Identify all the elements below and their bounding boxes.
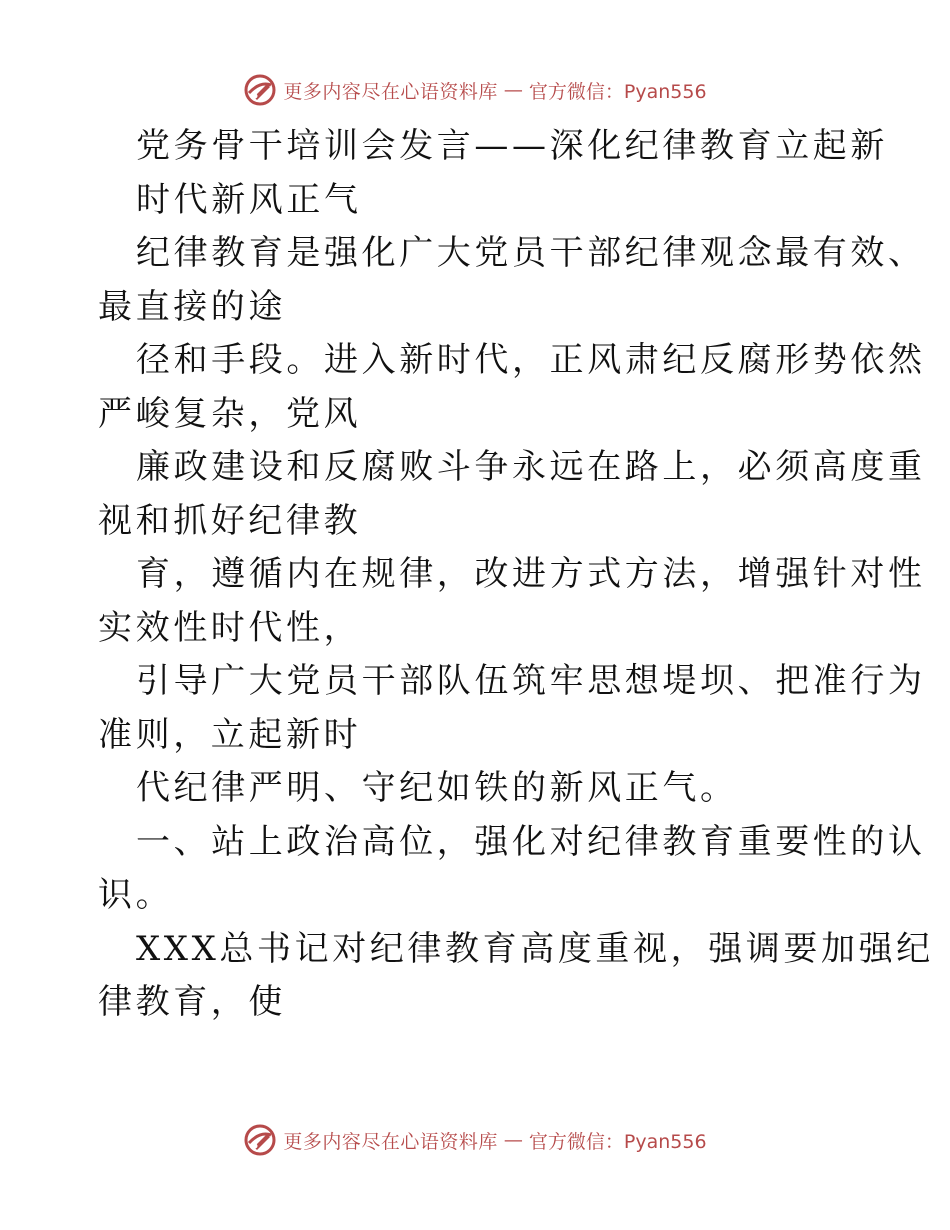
header-banner-contact: 官方微信：Pyan556	[528, 80, 707, 103]
paragraph-line: 严峻复杂，党风	[98, 393, 362, 434]
paragraph-line: XXX总书记对纪律教育高度重视，强调要加强纪	[136, 928, 934, 969]
paragraph-line: 最直接的途	[98, 286, 286, 327]
title-line-2: 时代新风正气	[136, 179, 362, 220]
document-body	[98, 120, 934, 1030]
paragraph-line: 代纪律严明、守纪如铁的新风正气。	[136, 768, 738, 808]
footer-banner	[0, 1120, 950, 1160]
footer-banner-contact: 官方微信：Pyan556	[528, 1130, 707, 1153]
paragraph-line: 律教育，使	[98, 982, 286, 1022]
section-heading-line: 一、站上政治高位，强化对纪律教育重要性的认	[136, 821, 926, 862]
paragraph-line: 廉政建设和反腐败斗争永远在路上，必须高度重	[136, 447, 926, 487]
paragraph-line: 纪律教育是强化广大党员干部纪律观念最有效、	[136, 233, 926, 273]
paragraph-line: 育，遵循内在规律，改进方式方法，增强针对性	[136, 554, 926, 594]
title-line-1: 党务骨干培训会发言——深化纪律教育立起新	[136, 126, 888, 166]
paragraph-line: 引导广大党员干部队伍筑牢思想堤坝、把准行为	[136, 661, 926, 701]
header-banner	[0, 70, 950, 110]
brand-logo-icon	[243, 1123, 277, 1157]
footer-banner-text: 更多内容尽在心语资料库	[283, 1130, 498, 1153]
header-banner-text: 更多内容尽在心语资料库	[283, 80, 498, 103]
footer-banner-separator: —	[503, 1129, 523, 1151]
paragraph-line: 实效性时代性，	[98, 607, 362, 648]
paragraph-line: 视和抓好纪律教	[98, 500, 362, 541]
paragraph-line: 径和手段。进入新时代，正风肃纪反腐形势依然	[136, 340, 926, 380]
section-heading-line: 识。	[98, 875, 174, 915]
brand-logo-icon	[243, 73, 277, 107]
paragraph-line: 准则，立起新时	[98, 714, 362, 755]
header-banner-separator: —	[503, 79, 523, 101]
